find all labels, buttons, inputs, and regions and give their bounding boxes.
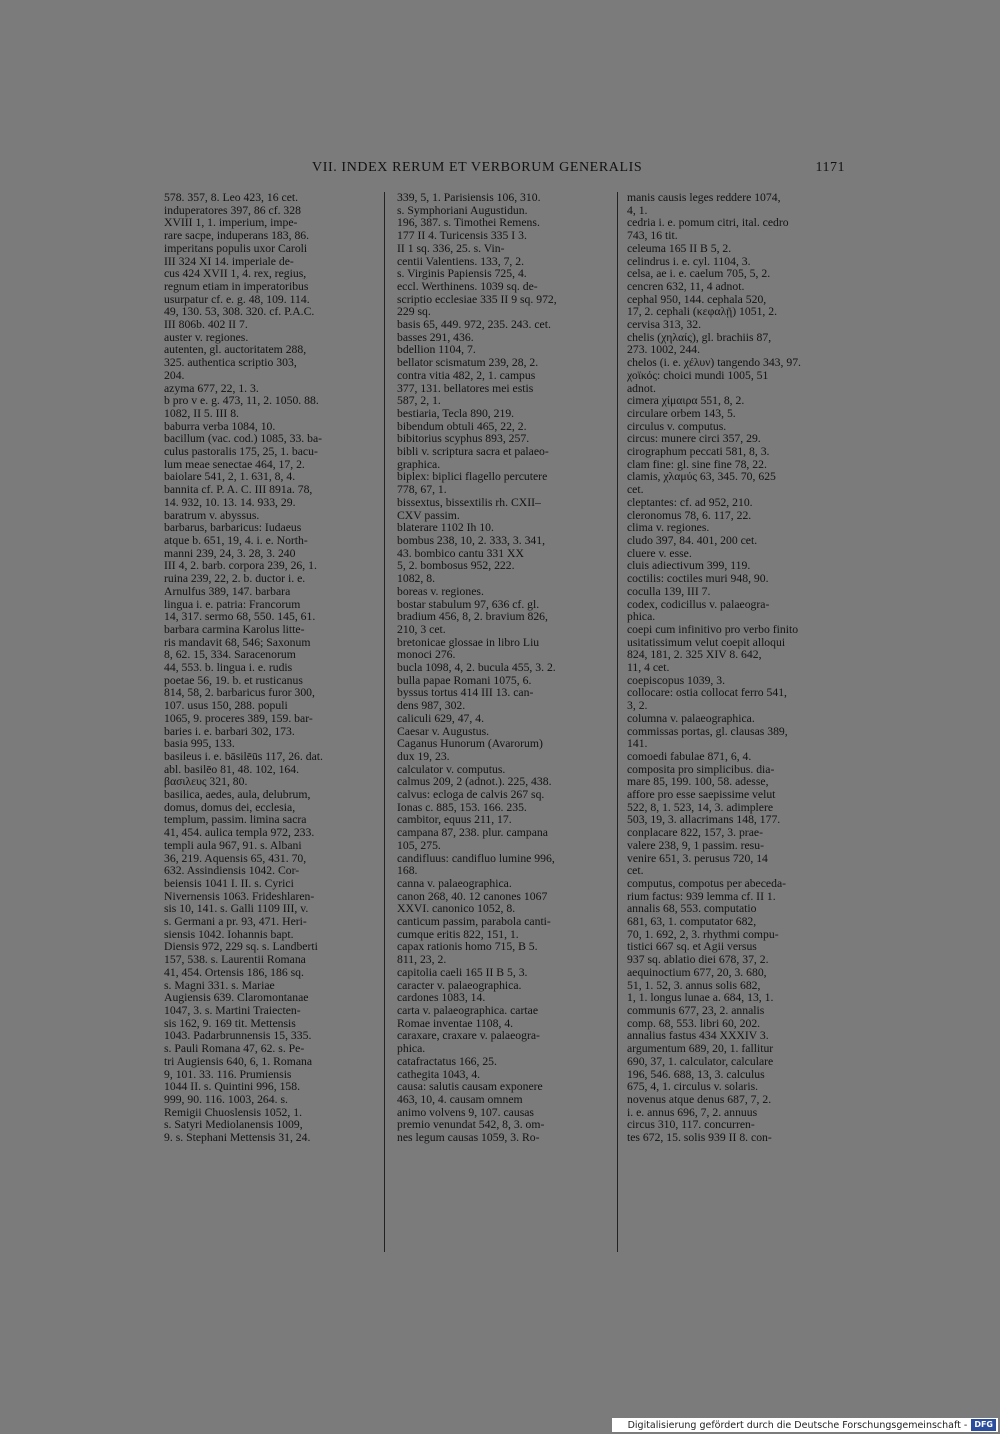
index-line: 141.	[627, 737, 648, 751]
index-line: b pro v e. g. 473, 11, 2. 1050. 88.	[164, 394, 319, 408]
column-divider	[384, 192, 385, 1252]
index-line: 43. bombico cantu 331 XX	[397, 546, 524, 560]
index-line: tes 672, 15. solis 939 II 8. con-	[627, 1131, 772, 1145]
index-line: χοϊκός: choici mundi 1005, 51	[627, 368, 769, 382]
index-line: adnot.	[627, 381, 656, 395]
index-line: beiensis 1041 I. II. s. Cyrici	[164, 876, 294, 890]
index-line: bibendum obtuli 465, 22, 2.	[397, 419, 527, 433]
index-line: cet.	[627, 483, 644, 497]
index-line: caracter v. palaeographica.	[397, 978, 522, 992]
index-line: celindrus i. e. cyl. 1104, 3.	[627, 254, 751, 268]
index-line: caliculi 629, 47, 4.	[397, 711, 484, 725]
index-line: baratrum v. abyssus.	[164, 508, 260, 522]
index-line: Ionas c. 885, 153. 166. 235.	[397, 800, 527, 814]
index-line: coculla 139, III 7.	[627, 584, 711, 598]
index-line: atque b. 651, 19, 4. i. e. North-	[164, 533, 308, 547]
index-line: cervisa 313, 32.	[627, 318, 701, 332]
index-line: calmus 209, 2 (adnot.). 225, 438.	[397, 775, 552, 789]
index-line: chelos (i. e. χέλυν) tangendo 343, 97.	[627, 356, 801, 370]
index-line: bellator scismatum 239, 28, 2.	[397, 356, 539, 370]
index-line: cluere v. esse.	[627, 546, 692, 560]
index-line: induperatores 397, 86 cf. 328	[164, 203, 301, 217]
index-line: collocare: ostia collocat ferro 541,	[627, 686, 787, 700]
index-line: abl. basilēo 81, 48. 102, 164.	[164, 762, 300, 776]
index-line: bretonicae glossae in libro Liu	[397, 635, 540, 649]
index-line: contra vitia 482, 2, 1. campus	[397, 368, 536, 382]
index-line: sis 10, 141. s. Galli 1109 III, v.	[164, 902, 309, 916]
index-line: 3, 2.	[627, 699, 648, 713]
index-line: s. Pauli Romana 47, 62. s. Pe-	[164, 1042, 305, 1056]
index-line: comoedi fabulae 871, 6, 4.	[627, 749, 752, 763]
index-line: bibitorius scyphus 893, 257.	[397, 432, 530, 446]
index-line: capax rationis homo 715, B 5.	[397, 940, 538, 954]
index-line: calvus: ecloga de calvis 267 sq.	[397, 788, 545, 802]
index-column-2	[397, 192, 609, 1145]
index-line: Remigii Chuoslensis 1052, 1.	[164, 1105, 302, 1119]
index-line: βασιλευς 321, 80.	[164, 775, 248, 789]
index-line: 44, 553. b. lingua i. e. rudis	[164, 661, 293, 675]
index-line: phica.	[397, 1042, 426, 1056]
index-line: canon 268, 40. 12 canones 1067	[397, 889, 548, 903]
index-line: templi aula 967, 91. s. Albani	[164, 838, 302, 852]
index-line: siensis 1042. Iohannis bapt.	[164, 927, 294, 941]
index-line: culus pastoralis 175, 25, 1. bacu-	[164, 445, 318, 459]
index-line: graphica.	[397, 457, 441, 471]
index-line: lum meae senectae 464, 17, 2.	[164, 457, 305, 471]
index-line: annalius fastus 434 XXXIV 3.	[627, 1029, 769, 1043]
index-line: cimera χίμαιρα 551, 8, 2.	[627, 394, 745, 408]
index-line: cathegita 1043, 4.	[397, 1067, 481, 1081]
index-line: 51, 1. 52, 3. annus solis 682,	[627, 978, 761, 992]
index-line: 229 sq.	[397, 305, 431, 319]
index-line: bdellion 1104, 7.	[397, 343, 476, 357]
index-line: 811, 23, 2.	[397, 953, 447, 967]
index-line: 107. usus 150, 288. populi	[164, 699, 288, 713]
index-line: affore pro esse saepissime velut	[627, 788, 776, 802]
index-line: bissextus, bissextilis rh. CXII–	[397, 495, 541, 509]
index-line: aequinoctium 677, 20, 3. 680,	[627, 965, 767, 979]
index-line: usurpatur cf. e. g. 48, 109. 114.	[164, 292, 310, 306]
index-line: columna v. palaeographica.	[627, 711, 755, 725]
index-line: 999, 90. 116. 1003, 264. s.	[164, 1092, 288, 1106]
index-line: 587, 2, 1.	[397, 394, 441, 408]
index-line: 9, 101. 33. 116. Prumiensis	[164, 1067, 292, 1081]
index-line: barbara carmina Karolus litte-	[164, 622, 305, 636]
index-line: valere 238, 9, 1 passim. resu-	[627, 838, 764, 852]
index-line: 632. Assindiensis 1042. Cor-	[164, 864, 300, 878]
index-line: tri Augiensis 640, 6, 1. Romana	[164, 1054, 313, 1068]
index-line: 1065, 9. proceres 389, 159. bar-	[164, 711, 313, 725]
index-line: 681, 63, 1. computator 682,	[627, 915, 757, 929]
index-line: communis 677, 23, 2. annalis	[627, 1004, 765, 1017]
index-line: 17, 2. cephali (κεφαλῇ) 1051, 2.	[627, 305, 778, 319]
index-line: coctilis: coctiles muri 948, 90.	[627, 572, 769, 586]
index-line: baries i. e. barbari 302, 173.	[164, 724, 295, 738]
index-line: basia 995, 133.	[164, 737, 235, 751]
index-line: 105, 275.	[397, 838, 441, 852]
dfg-logo-icon: DFG	[971, 1419, 996, 1431]
index-line: coepi cum infinitivo pro verbo finito	[627, 622, 799, 636]
index-line: carta v. palaeographica. cartae	[397, 1004, 539, 1017]
index-line: computus, compotus per abeceda-	[627, 876, 787, 890]
index-line: cus 424 XVII 1, 4. rex, regius,	[164, 267, 307, 281]
index-line: centii Valentiens. 133, 7, 2.	[397, 254, 525, 268]
index-line: basses 291, 436.	[397, 330, 474, 344]
index-line: 690, 37, 1. calculator, calculare	[627, 1054, 774, 1068]
index-line: 377, 131. bellatores mei estis	[397, 381, 534, 395]
index-line: 273. 1002, 244.	[627, 343, 701, 357]
index-line: 4, 1.	[627, 203, 648, 217]
index-line: 9. s. Stephani Mettensis 31, 24.	[164, 1131, 311, 1145]
index-line: novenus atque denus 687, 7, 2.	[627, 1092, 772, 1106]
index-line: cedria i. e. pomum citri, ital. cedro	[627, 216, 789, 230]
index-line: basilica, aedes, aula, delubrum,	[164, 788, 311, 802]
index-line: baiolare 541, 2, 1. 631, 8, 4.	[164, 470, 296, 484]
index-line: barbarus, barbaricus: Iudaeus	[164, 521, 302, 535]
page-header	[300, 160, 845, 180]
index-line: 41, 454. Ortensis 186, 186 sq.	[164, 965, 304, 979]
index-line: eccl. Werthinens. 1039 sq. de-	[397, 279, 538, 293]
index-line: commissas portas, gl. clausas 389,	[627, 724, 788, 738]
index-line: baburra verba 1084, 10.	[164, 419, 276, 433]
index-column-3	[627, 192, 841, 1145]
index-line: cardones 1083, 14.	[397, 991, 486, 1005]
index-line: 11, 4 cet.	[627, 661, 670, 675]
index-line: Caganus Hunorum (Avarorum)	[397, 737, 543, 751]
index-line: clima v. regiones.	[627, 521, 710, 535]
index-line: 1044 II. s. Quintini 996, 158.	[164, 1080, 301, 1094]
index-line: scriptio ecclesiae 335 II 9 sq. 972,	[397, 292, 557, 306]
index-line: phica.	[627, 610, 656, 624]
index-line: autenten, gl. auctoritatem 288,	[164, 343, 307, 357]
index-line: II 1 sq. 336, 25. s. Vin-	[397, 241, 505, 255]
index-line: ris mandavit 68, 546; Saxonum	[164, 635, 311, 649]
index-line: domus, domus dei, ecclesia,	[164, 800, 296, 814]
index-line: s. Symphoriani Augustidun.	[397, 203, 528, 217]
index-line: 168.	[397, 864, 418, 878]
index-line: 778, 67, 1.	[397, 483, 447, 497]
index-line: 1, 1. longus lunae a. 684, 13, 1.	[627, 991, 774, 1005]
index-line: s. Satyri Mediolanensis 1009,	[164, 1118, 303, 1132]
index-line: biplex: biplici flagello percutere	[397, 470, 548, 484]
index-line: 522, 8, 1. 523, 14, 3. adimplere	[627, 800, 774, 814]
index-line: rium factus: 939 lemma cf. II 1.	[627, 889, 776, 903]
index-line: codex, codicillus v. palaeogra-	[627, 597, 770, 611]
index-line: Diensis 972, 229 sq. s. Landberti	[164, 940, 318, 954]
index-line: mare 85, 199. 100, 58. adesse,	[627, 775, 769, 789]
index-line: cludo 397, 84. 401, 200 cet.	[627, 533, 758, 547]
index-line: bestiaria, Tecla 890, 219.	[397, 406, 515, 420]
index-line: 49, 130. 53, 308. 320. cf. P.A.C.	[164, 305, 315, 319]
index-line: 743, 16 tit.	[627, 229, 678, 243]
index-line: 41, 454. aulica templa 972, 233.	[164, 826, 315, 840]
index-line: i. e. annus 696, 7, 2. annuus	[627, 1105, 758, 1119]
index-line: venire 651, 3. perusus 720, 14	[627, 851, 768, 865]
index-line: canticum passim, parabola canti-	[397, 915, 551, 929]
index-line: argumentum 689, 20, 1. fallitur	[627, 1042, 774, 1056]
index-line: circus: munere circi 357, 29.	[627, 432, 761, 446]
index-line: templum, passim. limina sacra	[164, 813, 307, 827]
index-line: XVIII 1, 1. imperium, impe-	[164, 216, 298, 230]
index-line: 1082, 8.	[397, 572, 435, 586]
index-column-1	[164, 192, 374, 1145]
index-line: bulla papae Romani 1075, 6.	[397, 673, 532, 687]
index-line: cluis adiectivum 399, 119.	[627, 559, 751, 573]
index-line: basis 65, 449. 972, 235. 243. cet.	[397, 318, 551, 332]
index-line: conplacare 822, 157, 3. prae-	[627, 826, 763, 840]
index-line: s. Virginis Papiensis 725, 4.	[397, 267, 527, 281]
index-line: Nivernensis 1063. Frideshlaren-	[164, 889, 315, 903]
index-line: canna v. palaeographica.	[397, 876, 512, 890]
index-line: dux 19, 23.	[397, 749, 450, 763]
index-line: 177 II 4. Turicensis 335 I 3.	[397, 229, 527, 243]
index-line: III 806b. 402 II 7.	[164, 318, 248, 332]
index-line: Arnulfus 389, 147. barbara	[164, 584, 291, 598]
index-line: annalis 68, 553. computatio	[627, 902, 757, 916]
index-line: cephal 950, 144. cephala 520,	[627, 292, 767, 306]
index-line: manis causis leges reddere 1074,	[627, 192, 781, 204]
index-line: Caesar v. Augustus.	[397, 724, 490, 738]
column-divider	[617, 192, 618, 1252]
index-line: bucla 1098, 4, 2. bucula 455, 3. 2.	[397, 661, 556, 675]
index-line: 14. 932, 10. 13. 14. 933, 29.	[164, 495, 296, 509]
index-line: celeuma 165 II B 5, 2.	[627, 241, 732, 255]
index-line: candifluus: candifluo lumine 996,	[397, 851, 555, 865]
index-line: 463, 10, 4. causam omnem	[397, 1092, 523, 1106]
index-line: azyma 677, 22, 1. 3.	[164, 381, 259, 395]
index-line: cencren 632, 11, 4 adnot.	[627, 279, 745, 293]
index-line: 1047, 3. s. Martini Traiecten-	[164, 1004, 301, 1017]
index-line: s. Germani a pr. 93, 471. Heri-	[164, 915, 307, 929]
index-line: regnum etiam in imperatoribus	[164, 279, 309, 293]
index-line: bombus 238, 10, 2. 333, 3. 341,	[397, 533, 546, 547]
index-line: comp. 68, 553. libri 60, 202.	[627, 1016, 761, 1030]
index-line: 937 sq. ablatio diei 678, 37, 2.	[627, 953, 769, 967]
index-line: nes legum causas 1059, 3. Ro-	[397, 1131, 540, 1145]
index-line: Augiensis 639. Claromontanae	[164, 991, 309, 1005]
index-line: dens 987, 302.	[397, 699, 466, 713]
index-line: 8, 62. 15, 334. Saracenorum	[164, 648, 296, 662]
index-line: bostar stabulum 97, 636 cf. gl.	[397, 597, 540, 611]
index-line: poetae 56, 19. b. et rusticanus	[164, 673, 303, 687]
index-line: 1082, II 5. III 8.	[164, 406, 239, 420]
index-line: 578. 357, 8. Leo 423, 16 cet.	[164, 192, 299, 204]
index-line: 814, 58, 2. barbaricus furor 300,	[164, 686, 315, 700]
index-line: 36, 219. Aquensis 65, 431. 70,	[164, 851, 307, 865]
index-line: Romae inventae 1108, 4.	[397, 1016, 514, 1030]
index-line: 196, 546. 688, 13, 3. calculus	[627, 1067, 765, 1081]
index-line: calculator v. computus.	[397, 762, 506, 776]
index-line: lingua i. e. patria: Francorum	[164, 597, 301, 611]
index-line: cleronomus 78, 6. 117, 22.	[627, 508, 752, 522]
index-line: coepiscopus 1039, 3.	[627, 673, 726, 687]
index-line: chelis (χηλαίς), gl. brachiis 87,	[627, 330, 772, 344]
index-line: clam fine: gl. sine fine 78, 22.	[627, 457, 767, 471]
index-line: composita pro simplicibus. dia-	[627, 762, 775, 776]
index-line: circus 310, 117. concurren-	[627, 1118, 755, 1132]
running-title: VII. INDEX RERUM ET VERBORUM GENERALIS	[312, 160, 643, 175]
index-line: 503, 19, 3. allacrimans 148, 177.	[627, 813, 781, 827]
index-line: 824, 181, 2. 325 XIV 8. 642,	[627, 648, 762, 662]
index-line: manni 239, 24, 3. 28, 3. 240	[164, 546, 296, 560]
index-line: blaterare 1102 Ih 10.	[397, 521, 494, 535]
digitization-footer	[612, 1418, 998, 1432]
index-line: byssus tortus 414 III 13. can-	[397, 686, 534, 700]
page-number: 1171	[815, 160, 845, 175]
index-line: clamis, χλαμύς 63, 345. 70, 625	[627, 470, 776, 484]
index-line: XXVI. canonico 1052, 8.	[397, 902, 516, 916]
index-line: boreas v. regiones.	[397, 584, 484, 598]
index-line: 204.	[164, 368, 185, 382]
index-line: cleptantes: cf. ad 952, 210.	[627, 495, 753, 509]
index-line: usitatissimum velut coepit alloqui	[627, 635, 786, 649]
index-line: s. Magni 331. s. Mariae	[164, 978, 275, 992]
index-line: premio venundat 542, 8, 3. om-	[397, 1118, 545, 1132]
index-line: CXV passim.	[397, 508, 460, 522]
index-line: 1043. Padarbrunnensis 15, 335.	[164, 1029, 312, 1043]
index-line: rare sacpe, induperans 183, 86.	[164, 229, 310, 243]
index-line: cirographum peccati 581, 8, 3.	[627, 445, 770, 459]
index-line: 70, 1. 692, 2, 3. rhythmi compu-	[627, 927, 779, 941]
index-line: catafractatus 166, 25.	[397, 1054, 497, 1068]
index-line: bacillum (vac. cod.) 1085, 33. ba-	[164, 432, 323, 446]
index-line: III 4, 2. barb. corpora 239, 26, 1.	[164, 559, 317, 573]
index-line: 210, 3 cet.	[397, 622, 446, 636]
index-line: 325. authentica scriptio 303,	[164, 356, 297, 370]
index-line: 196, 387. s. Timothei Remens.	[397, 216, 540, 230]
funding-notice: Digitalisierung gefördert durch die Deutsche Forschungsgemeinschaft -	[627, 1419, 968, 1431]
index-line: imperitans populis uxor Caroli	[164, 241, 308, 255]
index-line: 675, 4, 1. circulus v. solaris.	[627, 1080, 759, 1094]
index-line: monoci 276.	[397, 648, 456, 662]
index-line: bannita cf. P. A. C. III 891a. 78,	[164, 483, 313, 497]
index-line: bradium 456, 8, 2. bravium 826,	[397, 610, 548, 624]
index-line: ruina 239, 22, 2. b. ductor i. e.	[164, 572, 306, 586]
index-line: bibli v. scriptura sacra et palaeo-	[397, 445, 549, 459]
index-line: animo volvens 9, 107. causas	[397, 1105, 534, 1119]
index-line: capitolia caeli 165 II B 5, 3.	[397, 965, 528, 979]
index-line: sis 162, 9. 169 tit. Mettensis	[164, 1016, 296, 1030]
index-line: cambitor, equus 211, 17.	[397, 813, 512, 827]
index-line: 5, 2. bombosus 952, 222.	[397, 559, 515, 573]
index-line: cumque eritis 822, 151, 1.	[397, 927, 519, 941]
index-line: cet.	[627, 864, 644, 878]
index-line: circulare orbem 143, 5.	[627, 406, 736, 420]
index-line: 157, 538. s. Laurentii Romana	[164, 953, 306, 967]
index-line: basileus i. e. bāsilēūs 117, 26. dat.	[164, 749, 323, 763]
index-line: auster v. regiones.	[164, 330, 249, 344]
index-line: 14, 317. sermo 68, 550. 145, 61.	[164, 610, 316, 624]
index-line: campana 87, 238. plur. campana	[397, 826, 548, 840]
index-line: celsa, ae i. e. caelum 705, 5, 2.	[627, 267, 771, 281]
index-line: III 324 XI 14. imperiale de-	[164, 254, 294, 268]
index-line: circulus v. computus.	[627, 419, 727, 433]
index-line: causa: salutis causam exponere	[397, 1080, 543, 1094]
index-line: tistici 667 sq. et Agii versus	[627, 940, 757, 954]
index-line: 339, 5, 1. Parisiensis 106, 310.	[397, 192, 541, 204]
index-line: caraxare, craxare v. palaeogra-	[397, 1029, 540, 1043]
